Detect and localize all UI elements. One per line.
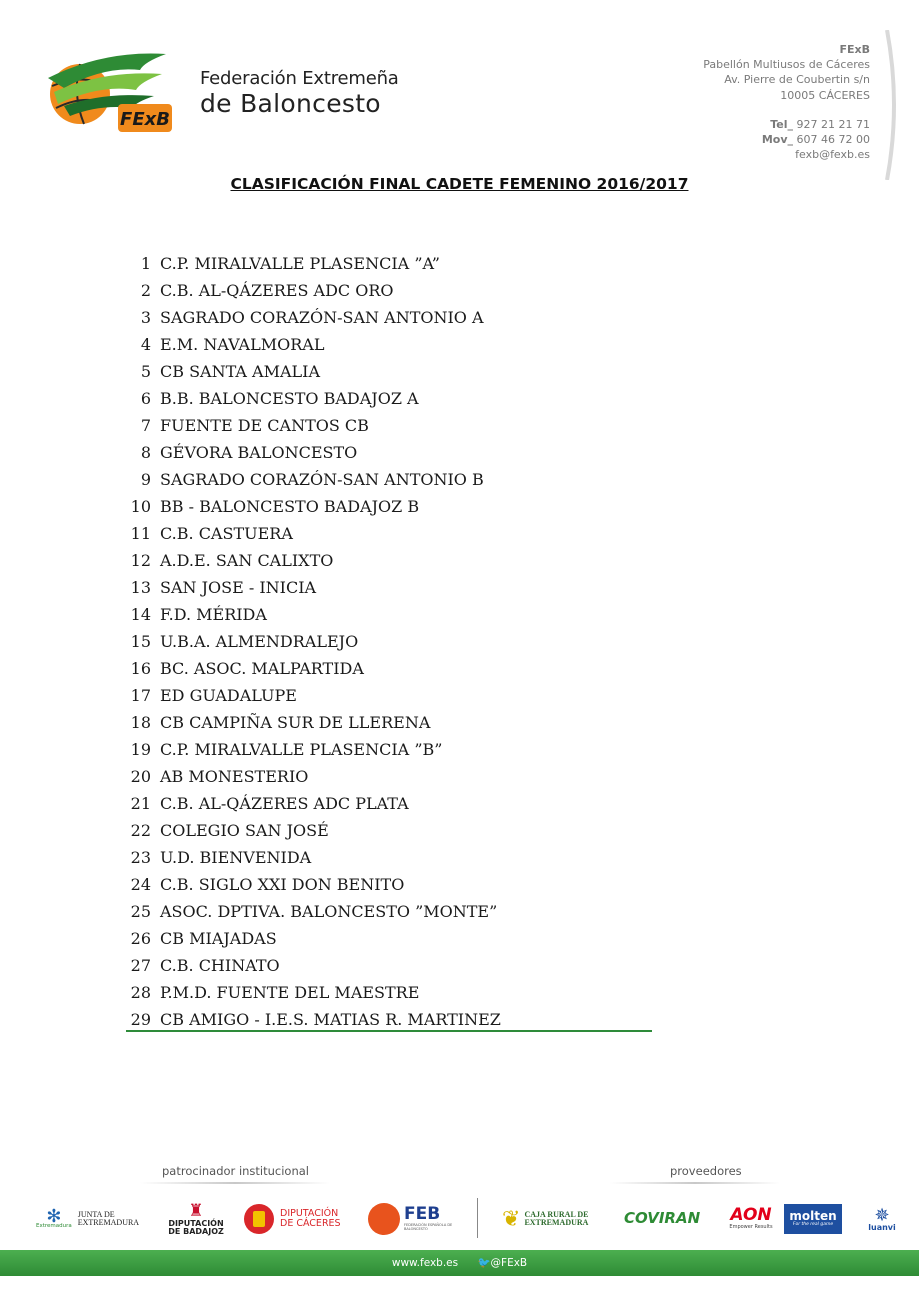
ranking-position: 20 [130,767,151,786]
supplier-coviran [624,1196,712,1242]
fexb-logo [44,48,179,136]
ranking-row [126,628,652,655]
suppliers-caption: proveedores [670,1164,742,1178]
ranking-team: SAGRADO CORAZÓN-SAN ANTONIO A [160,308,484,327]
junta-text: JUNTA DE EXTREMADURA [77,1209,140,1227]
ranking-position: 5 [140,362,151,381]
twitter-icon: 🐦 [477,1257,491,1269]
ranking-position: 2 [140,281,151,300]
mov-label: Mov_ [761,133,794,147]
badajoz-text-2: DE BADAJOZ [168,1227,224,1236]
ranking-team: BB - BALONCESTO BADAJOZ B [160,497,420,516]
contact-phone [703,117,870,132]
ranking-position: 22 [130,821,151,840]
ranking-position: 3 [140,308,151,327]
ranking-team: C.P. MIRALVALLE PLASENCIA ”A” [160,254,440,273]
ranking-row [126,304,652,331]
caja-rural-text-1: CAJA RURAL DE [524,1209,589,1219]
supplier-molten [784,1196,842,1242]
ranking-position: 11 [130,524,151,543]
ranking-position: 7 [140,416,151,435]
sponsors-caption: patrocinador institucional [162,1164,310,1178]
luanvi-icon: ✵ [874,1204,890,1225]
luanvi-text: luanvi [868,1222,896,1232]
ranking-row [126,871,652,898]
ranking-position: 9 [140,470,151,489]
ranking-team: FUENTE DE CANTOS CB [160,416,369,435]
ranking-row [126,385,652,412]
aon-tagline: Empower Results [729,1224,773,1231]
ranking-row [126,709,652,736]
ranking-position: 25 [130,902,151,921]
ranking-team: C.P. MIRALVALLE PLASENCIA ”B” [160,740,443,759]
caja-rural-wheat-icon: ❦ [502,1206,521,1231]
tel-value: 927 21 21 71 [796,117,870,131]
ranking-team: U.D. BIENVENIDA [160,848,312,867]
ranking-row [126,898,652,925]
caja-rural-text-2: EXTREMADURA [524,1218,589,1227]
ranking-team: ASOC. DPTIVA. BALONCESTO ”MONTE” [160,902,498,921]
twitter-handle: @FExB [490,1257,528,1269]
ranking-position: 13 [130,578,151,597]
ranking-team: CB SANTA AMALIA [160,362,321,381]
ranking-position: 1 [140,254,151,273]
ranking-team: CB AMIGO - I.E.S. MATIAS R. MARTINEZ [160,1010,501,1029]
ranking-team: B.B. BALONCESTO BADAJOZ A [160,389,419,408]
ranking-position: 27 [130,956,151,975]
ranking-row [126,925,652,952]
federation-name [200,68,399,118]
sponsor-divider [477,1198,478,1238]
sponsor-feb [368,1196,460,1242]
supplier-luanvi [860,1196,904,1242]
ranking-row [126,331,652,358]
footer-links [0,1256,919,1269]
junta-small-text: Extremadura [36,1223,72,1230]
sponsor-diputacion-badajoz [166,1196,226,1242]
ranking-team: BC. ASOC. MALPARTIDA [160,659,364,678]
ranking-team: AB MONESTERIO [160,767,309,786]
ranking-row [126,412,652,439]
feb-ball-icon [368,1203,400,1235]
badajoz-text-1: DIPUTACIÓN [168,1218,224,1228]
ranking-team: CB MIAJADAS [160,929,277,948]
badajoz-crest-icon: ♜ [188,1200,204,1220]
logo-text: FExB [120,109,170,130]
contact-mobile [703,132,870,147]
caceres-crest-icon [244,1204,274,1234]
federation-name-line2: de Baloncesto [200,89,381,118]
ranking-team: U.B.A. ALMENDRALEJO [160,632,359,651]
ranking-team: C.B. AL-QÁZERES ADC PLATA [160,794,409,813]
ranking-row [126,493,652,520]
ranking-position: 28 [130,983,151,1002]
twitter-link[interactable] [477,1257,527,1269]
ranking-row [126,763,652,790]
ranking-position: 8 [140,443,151,462]
ranking-row [126,736,652,763]
website-link[interactable]: www.fexb.es [391,1257,459,1269]
sponsor-diputacion-caceres [244,1196,352,1242]
ranking-row [126,655,652,682]
molten-tagline: For the real game [792,1221,834,1227]
ranking-position: 23 [130,848,151,867]
ranking-list [126,250,652,1033]
sponsors-caption-line [140,1182,330,1184]
contact-address3: 10005 CÁCERES [780,88,870,102]
contact-org: FExB [839,43,870,56]
header-decoration-arc [885,30,901,180]
page-title: CLASIFICACIÓN FINAL CADETE FEMENINO 2016/2017 [230,175,689,193]
feb-text: FEB [404,1204,441,1225]
federation-name-line1: Federación Extremeña [200,68,399,89]
ranking-position: 18 [130,713,151,732]
ranking-row [126,520,652,547]
suppliers-caption-line [610,1182,780,1184]
sponsor-junta-extremadura [36,1196,156,1242]
supplier-aon [726,1196,776,1242]
coviran-text: COVIRAN [624,1209,701,1228]
ranking-row [126,1006,652,1033]
ranking-team: SAN JOSE - INICIA [160,578,317,597]
ranking-row [126,277,652,304]
ranking-row [126,574,652,601]
caceres-text-1: DIPUTACIÓN [280,1208,339,1220]
ranking-position: 24 [130,875,151,894]
ranking-position: 14 [130,605,151,624]
contact-email[interactable]: fexb@fexb.es [795,148,870,162]
tel-label: Tel_ [770,117,794,131]
feb-small-text: FEDERACIÓN ESPAÑOLA DE BALONCESTO [404,1223,453,1231]
ranking-team: C.B. AL-QÁZERES ADC ORO [160,281,394,300]
aon-text: AON [730,1205,772,1226]
ranking-team: SAGRADO CORAZÓN-SAN ANTONIO B [160,470,484,489]
ranking-team: P.M.D. FUENTE DEL MAESTRE [160,983,420,1002]
ranking-position: 15 [130,632,151,651]
contact-block [703,42,870,162]
ranking-row [126,466,652,493]
ranking-row [126,358,652,385]
ranking-position: 29 [130,1010,151,1029]
ranking-row [126,439,652,466]
ranking-position: 21 [130,794,151,813]
ranking-position: 26 [130,929,151,948]
ranking-row [126,250,652,277]
supplier-caja-rural [502,1196,616,1242]
ranking-position: 17 [130,686,151,705]
mov-value: 607 46 72 00 [796,133,870,147]
ranking-team: GÉVORA BALONCESTO [160,443,358,462]
caceres-text-2: DE CÁCERES [280,1218,341,1229]
ranking-row [126,844,652,871]
ranking-row [126,952,652,979]
ranking-team: CB CAMPIÑA SUR DE LLERENA [160,713,431,732]
ranking-row [126,790,652,817]
contact-address2: Av. Pierre de Coubertin s/n [724,73,870,87]
molten-text: molten [789,1209,837,1224]
ranking-row [126,682,652,709]
ranking-position: 19 [130,740,151,759]
ranking-team: ED GUADALUPE [160,686,297,705]
junta-icon: ✻ [46,1206,62,1227]
ranking-team: E.M. NAVALMORAL [160,335,325,354]
ranking-team: C.B. SIGLO XXI DON BENITO [160,875,405,894]
ranking-team: A.D.E. SAN CALIXTO [160,551,334,570]
ranking-team: F.D. MÉRIDA [160,605,267,624]
ranking-team: COLEGIO SAN JOSÉ [160,821,329,840]
ranking-team: C.B. CHINATO [160,956,280,975]
ranking-position: 12 [130,551,151,570]
ranking-position: 6 [140,389,151,408]
ranking-row [126,547,652,574]
ranking-position: 16 [130,659,151,678]
contact-address1: Pabellón Multiusos de Cáceres [703,58,870,72]
ranking-row [126,817,652,844]
ranking-position: 10 [130,497,151,516]
ranking-row [126,601,652,628]
ranking-position: 4 [140,335,151,354]
ranking-underline [126,1030,652,1032]
ranking-team: C.B. CASTUERA [160,524,293,543]
ranking-row [126,979,652,1006]
